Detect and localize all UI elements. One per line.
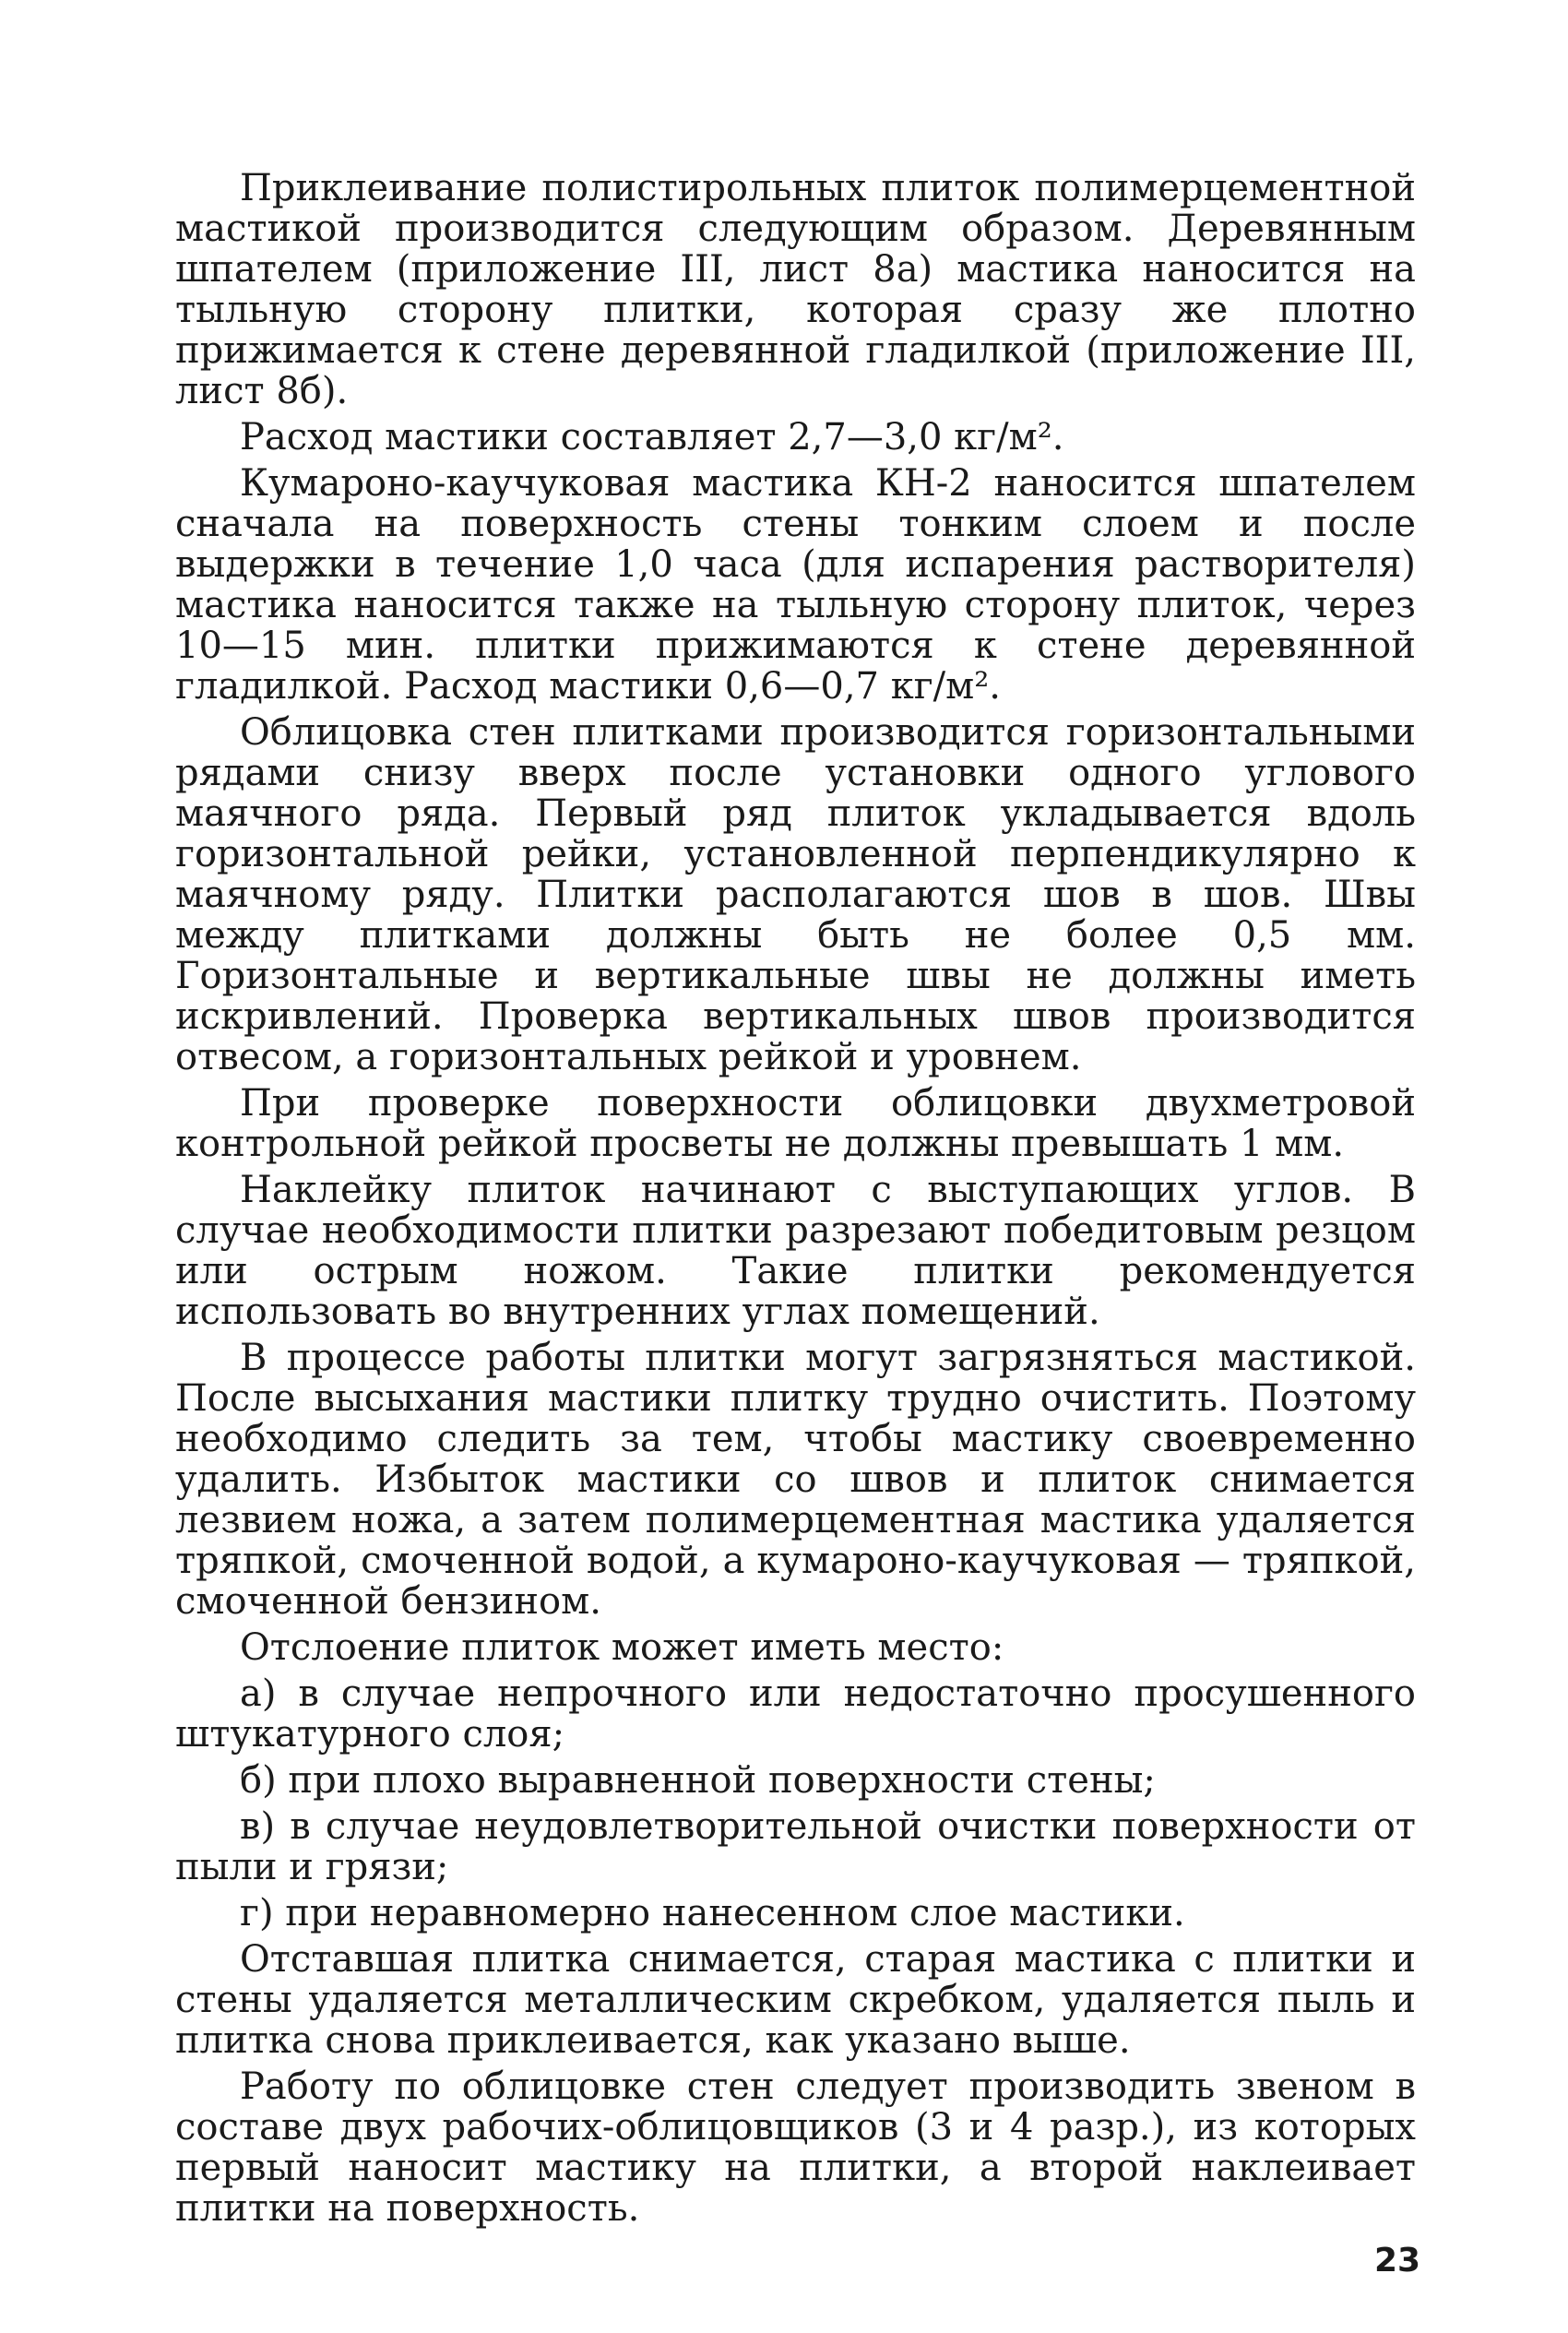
paragraph-cleaning: В процессе работы плитки могут загрязняться мастикой. После высыхания мастики плитку трудно очистить. Поэтому необходимо следить за тем, чтобы мастику своевременно удалить. Избыток мастики со швов и плиток снимается лезвием ножа, а затем полимерцементная мастика удаляется тряпкой, смоченной водой, а кумароно-каучуковая — тряпкой, смоченной бензином. xyxy=(175,1337,1416,1623)
paragraph-kn2-mastic: Кумароно-каучуковая мастика КН-2 наносится шпателем сначала на поверхность стены тонким слоем и после выдержки в течение 1,0 часа (для испарения растворителя) мастика наносится также на тыльную сторону плиток, через 10—15 мин. плитки прижимаются к стене деревянной гладилкой. Расход мастики 0,6—0,7 кг/м². xyxy=(175,462,1416,708)
list-item: б) при плохо выравненной поверхности стены; xyxy=(240,1759,1156,1802)
paragraph-reattach: Отставшая плитка снимается, старая мастика с плитки и стены удаляется металлическим скребком, удаляется пыль и плитка снова приклеивается, как указано выше. xyxy=(175,1938,1416,2062)
paragraph-gluing-method: Приклеивание полистирольных плиток полимерцементной мастикой производится следующим образом. Деревянным шпателем (приложение III, лист 8а) мастика наносится на тыльную сторону плитки, которая сразу же плотно прижимается к стене деревянной гладилкой (приложение III, лист 8б). xyxy=(175,167,1416,412)
paragraph-mastic-consumption: Расход мастики составляет 2,7—3,0 кг/м². xyxy=(240,416,1064,458)
list-item: а) в случае непрочного или недостаточно просушенного штукатурного слоя; xyxy=(175,1672,1416,1756)
page-number: 23 xyxy=(1374,2242,1421,2279)
paragraph-detachment-intro: Отслоение плиток может иметь место: xyxy=(240,1626,1004,1669)
paragraph-surface-check: При проверке поверхности облицовки двухметровой контрольной рейкой просветы не должны превышать 1 мм. xyxy=(175,1082,1416,1165)
page-body xyxy=(175,168,1416,2234)
paragraph-facing-rows: Облицовка стен плитками производится горизонтальными рядами снизу вверх после установки одного углового маячного ряда. Первый ряд плиток укладывается вдоль горизонтальной рейки, установленной перпендикулярно к маячному ряду. Плитки располагаются шов в шов. Швы между плитками должны быть не более 0,5 мм. Горизонтальные и вертикальные швы не должны иметь искривлений. Проверка вертикальных швов производится отвесом, а горизонтальных рейкой и уровнем. xyxy=(175,711,1416,1078)
list-item: г) при неравномерно нанесенном слое мастики. xyxy=(240,1892,1185,1934)
paragraph-crew: Работу по облицовке стен следует производить звеном в составе двух рабочих-облицовщиков (3 и 4 разр.), из которых первый наносит мастику на плитки, а второй наклеивает плитки на поверхность. xyxy=(175,2065,1416,2230)
list-item: в) в случае неудовлетворительной очистки поверхности от пыли и грязи; xyxy=(175,1805,1416,1888)
paragraph-corners: Наклейку плиток начинают с выступающих углов. В случае необходимости плитки разрезают победитовым резцом или острым ножом. Такие плитки рекомендуется использовать во внутренних углах помещений. xyxy=(175,1169,1416,1333)
